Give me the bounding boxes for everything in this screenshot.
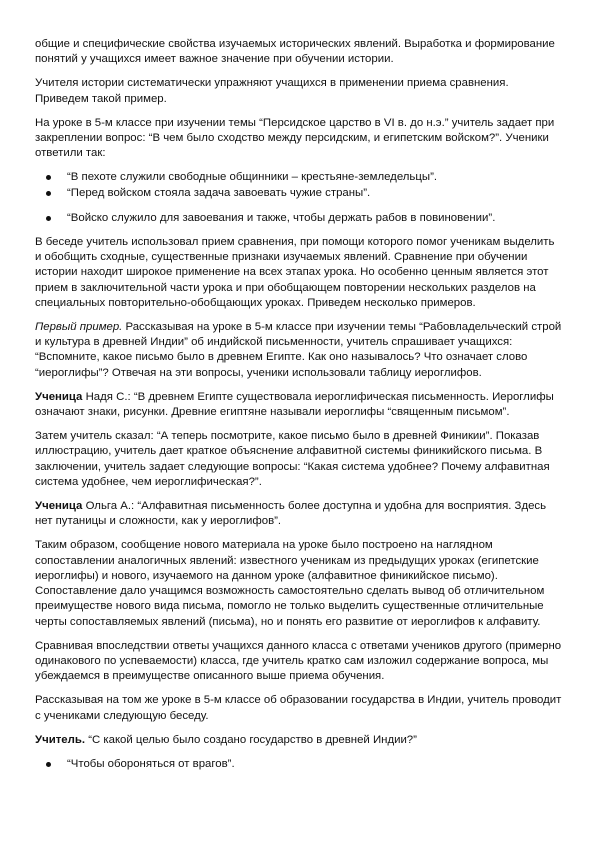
paragraph-5	[35, 320, 562, 381]
paragraph-12-text: “С какой целью было создано государство в древней Индии?”	[85, 733, 417, 746]
paragraph-8-text: Ольга А.: “Алфавитная письменность более доступна и удобна для восприятия. Здесь нет путаницы и сложности, как у иероглифов”.	[35, 500, 547, 528]
paragraph-9: Таким образом, сообщение нового материала на уроке было построено на наглядном сопоставлении аналогичных явлений: известного ученикам из предыдущих уроках (египетские иероглифы) и нового, изучаемого на данном уроке (алфавитное финикийское письмо). Сопоставление дало учащимся возможность самостоятельно сделать вывод об отличительном преимуществе нового вида письма, помогло не только выделить существенные отличительные черты сопоставляемых явлений (письма), но и понять его развитие от иероглифов к алфавиту.	[35, 539, 545, 628]
paragraph-6	[35, 390, 562, 420]
answers-list-2	[35, 757, 562, 772]
student-label: Ученица	[35, 500, 83, 513]
list-item: “В пехоте служили свободные общинники – крестьяне-земледельцы”.	[35, 170, 562, 185]
teacher-label: Учитель.	[35, 733, 86, 746]
paragraph-4: В беседе учитель использовал прием сравнения, при помощи которого помог ученикам выделить и обобщить сходные, существенные признаки изучаемых явлений. Сравнение при обучении истории находит широкое применение на всех этапах урока. Но особенно ценным является этот прием в заключительной части урока и при обобщающем повторении нескольких разделов на специальных повторительно-обобщающих уроках. Приведем несколько примеров.	[35, 236, 555, 309]
paragraph-6-text: Надя С.: “В древнем Египте существовала иероглифическая письменность. Иероглифы означают знаки, рисунки. Древние египтяне называли иероглифы “священным письмом”.	[35, 390, 554, 419]
paragraph-5-text: Рассказывая на уроке в 5-м классе при изучении темы “Рабовладельческий строй и культура в древней Индии” об индийской письменности, учитель спрашивает учащихся: “Вспомните, какое письмо было в древнем Египте. Как оно называлось? Что означает слово “иероглифы”? Отвечая на эти вопросы, ученики использовали таблицу иероглифов.	[35, 321, 562, 379]
list-item: “Перед войском стояла задача завоевать чужие страны”.	[35, 186, 562, 201]
paragraph-8	[35, 499, 562, 529]
answers-list	[35, 170, 562, 226]
paragraph-12	[35, 733, 562, 748]
paragraph-7: Затем учитель сказал: “А теперь посмотрите, какое письмо было в древней Финикии”. Показав иллюстрацию, учитель дает краткое объяснение алфавитной системы финикийского письма. В заключении, учитель задает следующие вопросы: “Какая система удобнее? Почему алфавитная система удобнее, чем иероглифическая?”.	[35, 430, 550, 488]
student-label: Ученица	[35, 390, 83, 403]
paragraph-10: Сравнивая впоследствии ответы учащихся данного класса с ответами учеников другого (примерно одинакового по успеваемости) класса, где учитель кратко сам изложил содержание вопроса, мы убеждаемся в преимуществе описанного выше приема обучения.	[35, 639, 562, 683]
list-item: “Войско служило для завоевания и также, чтобы держать рабов в повиновении”.	[35, 211, 562, 226]
paragraph-11: Рассказывая на том же уроке в 5-м классе об образовании государства в Индии, учитель проводит с учениками следующую беседу.	[35, 694, 562, 722]
list-item: “Чтобы обороняться от врагов”.	[35, 757, 562, 772]
paragraph-2: Учителя истории систематически упражняют учащихся в применении приема сравнения. Приведем такой пример.	[35, 77, 509, 105]
paragraph-3: На уроке в 5-м классе при изучении темы “Персидское царство в VI в. до н.э.” учитель задает при закреплении вопрос: “В чем было сходство между персидским, и египетским войском?”. Ученики ответили так:	[35, 116, 555, 160]
paragraph-1: общие и специфические свойства изучаемых исторических явлений. Выработка и формирование понятий у учащихся имеет важное значение при обучении истории.	[35, 38, 555, 66]
first-example-label: Первый пример.	[35, 321, 123, 334]
document-page	[35, 37, 562, 781]
